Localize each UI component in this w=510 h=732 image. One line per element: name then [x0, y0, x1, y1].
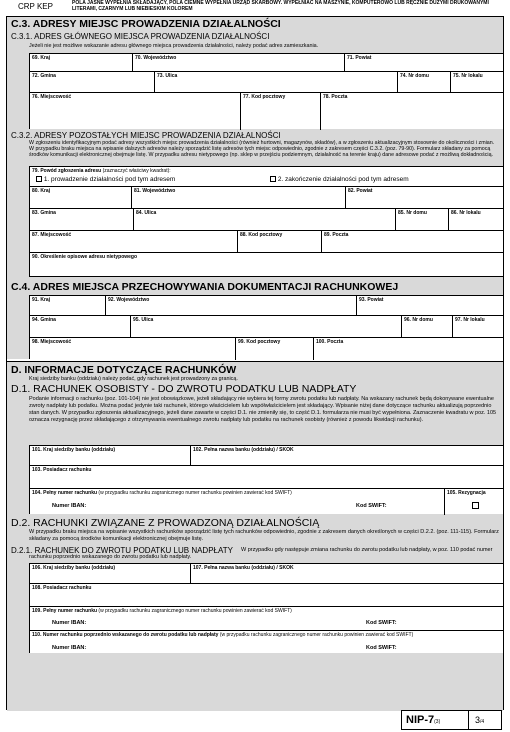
form-body: [6, 16, 504, 710]
section-c32-note: W zgłoszeniu identyfikacyjnym podać adresy wszystkich miejsc prowadzenia działalności (również hurtowni, magazynów, składów), a w zgłoszeniu aktualizacyjnym stosownie do okoliczności i zmian. W przypadku braku miejsca na wpisanie dalszych adresów należy sporządzić listę adresów tych miejsc odpowiednio, zgodnie z zakresem części C.3.2. (poz. 79-90). Formularz składany za pomocą środków komunikacji elektronicznej obejmuje listę. W przypadku adresu nietypowego (np. sklep w przejściu podziemnym, działalność na terenie kraju) dane adresowe podać z możliwą dokładnością.: [29, 140, 495, 159]
option-1[interactable]: [36, 176, 175, 183]
resignation-checkbox[interactable]: [472, 502, 479, 509]
section-c32-title: C.3.2. ADRESY POZOSTAŁYCH MIEJSC PROWADZENIA DZIAŁALNOŚCI: [11, 131, 281, 140]
field-86-apt-no[interactable]: 86. Nr lokalu: [448, 209, 503, 230]
page-number: 3: [475, 715, 481, 725]
field-109-hint: (w przypadku rachunku zagranicznego numer rachunku powinien zawierać kod SWIFT): [98, 608, 292, 614]
d21-fields: [29, 563, 503, 653]
field-100-post-office[interactable]: 100. Poczta: [313, 338, 503, 360]
field-81-voivodeship[interactable]: 81. Województwo: [131, 187, 345, 208]
field-102-bank-name[interactable]: 102. Pełna nazwa banku (oddziału) / SKOK: [190, 446, 503, 465]
page-number-box: [469, 710, 502, 730]
swift-label: Kod SWIFT:: [356, 503, 387, 509]
section-c31-title: C.3.1. ADRES GŁÓWNEGO MIEJSCA PROWADZENIA DZIAŁALNOŚCI: [11, 32, 270, 41]
field-97-apt-no[interactable]: 97. Nr lokalu: [452, 316, 503, 337]
page-total: /4: [480, 719, 485, 725]
field-105-resignation[interactable]: [444, 489, 503, 515]
field-87-city[interactable]: 87. Miejscowość: [32, 232, 72, 238]
field-85-house-no[interactable]: 85. Nr domu: [395, 209, 448, 230]
section-c31-note: Jeżeli nie jest możliwe wskazanie adresu głównego miejsca prowadzenia działalności, należy podać adres zamieszkania.: [29, 43, 319, 49]
field-103-account-holder[interactable]: 103. Posiadacz rachunku: [32, 467, 92, 473]
option-2[interactable]: [270, 176, 409, 183]
field-88-postal-code[interactable]: 88. Kod pocztowy: [237, 231, 321, 252]
field-89-post-office[interactable]: 89. Poczta: [321, 231, 503, 252]
iban-label: Numer IBAN:: [52, 503, 87, 509]
field-92-voivodeship[interactable]: 92. Województwo: [105, 296, 356, 315]
c4-fields: [29, 295, 503, 359]
field-110-previous-account[interactable]: [30, 631, 503, 654]
form-version: (3): [434, 719, 441, 725]
field-107-bank-name[interactable]: 107. Pełna nazwa banku (oddziału) / SKOK: [190, 564, 503, 583]
option-2-label: 2. zakończenie działalności pod tym adresem: [277, 176, 409, 183]
field-90-description[interactable]: 90. Określenie opisowe adresu nietypowego: [32, 254, 138, 260]
field-79-label: 79. Powód zgłoszenia adresu: [32, 168, 102, 174]
field-75-apt-no[interactable]: 75. Nr lokalu: [450, 72, 503, 92]
field-95-street[interactable]: 95. Ulica: [130, 316, 401, 337]
field-83-commune[interactable]: 83. Gmina: [32, 210, 56, 216]
field-70-voivodeship[interactable]: 70. Województwo: [132, 54, 344, 71]
filling-instructions: POLA JASNE WYPEŁNIA SKŁADAJĄCY, POLA CIEMNE WYPEŁNIA URZĄD SKARBOWY. WYPEŁNIAĆ NA MASZYNIE, KOMPUTEROWO LUB RĘCZNIE DUŻYMI DRUKOWANYMI LITERAMI, CZARNYM LUB NIEBIESKIM KOLOREM: [72, 0, 489, 12]
swift-label-2: Kod SWIFT:: [366, 620, 397, 626]
section-d1-note: Podanie informacji o rachunku (poz. 101-104) nie jest obowiązkowe, jeżeli składający nie wybiera tej formy zwrotu podatku lub nadpłaty. Na wskazany rachunek będą dokonywane ewentualne zwroty nadpłaty lub podatku. Można podać jedynie taki rachunek, którego właścicielem lub współwłaścicielem jest składający. Wpisanie niżej dane dotyczące rachunku aktualizują poprzednio stan danych. W przypadku zgłoszenia aktualizacyjnego, jeżeli dane zawarte w części D.1. nie zmieniły się, to część D.1. formularza nie musi być wypełniona. Zaznaczenie kwadratu w poz. 105 oznacza rezygnację przez składającego z otrzymywania ewentualnego zwrotu nadpłaty lub podatku na rachunek osobisty (również z powodu likwidacji rachunku).: [29, 396, 497, 423]
section-d: [7, 361, 503, 711]
field-110-label: 110. Numer rachunku poprzednio wskazanego do zwrotu podatku lub nadpłaty: [32, 632, 219, 638]
field-98-city[interactable]: 98. Miejscowość: [32, 339, 72, 345]
field-69-country[interactable]: 69. Kraj: [32, 55, 51, 61]
page-header: [6, 0, 504, 16]
field-91-country[interactable]: 91. Kraj: [32, 297, 51, 303]
field-80-country[interactable]: 80. Kraj: [32, 188, 51, 194]
field-94-commune[interactable]: 94. Gmina: [32, 317, 56, 323]
d1-fields: [29, 445, 503, 514]
field-74-house-no[interactable]: 74. Nr domu: [397, 72, 450, 92]
option-1-label: 1. prowadzenie działalności pod tym adresem: [43, 176, 176, 183]
section-d2-title: D.2. RACHUNKI ZWIĄZANE Z PROWADZONĄ DZIAŁALNOŚCIĄ: [11, 517, 320, 529]
iban-label-2: Numer IBAN:: [52, 620, 87, 626]
section-d1-title: D.1. RACHUNEK OSOBISTY - DO ZWROTU PODATKU LUB NADPŁATY: [11, 383, 357, 395]
iban-label-3: Numer IBAN:: [52, 645, 87, 651]
section-d2-note: W przypadku braku miejsca na wpisanie wszystkich rachunków sporządzić listę tych rachunków odpowiednio, zgodnie z zakresem danych określonych w części D.2.2. (poz. 111-115). Formularz składany za pomocą środków komunikacji elektronicznej obejmuje listę.: [29, 529, 499, 542]
swift-label-3: Kod SWIFT:: [366, 645, 397, 651]
field-109-account-number[interactable]: [30, 607, 503, 630]
field-82-county[interactable]: 82. Powiat: [345, 187, 503, 208]
field-79-reason: [30, 167, 503, 186]
field-109-label: 109. Pełny numer rachunku: [32, 608, 98, 614]
checkbox-1[interactable]: [36, 176, 42, 182]
field-84-street[interactable]: 84. Ulica: [133, 209, 395, 230]
field-78-post-office[interactable]: 78. Poczta: [320, 93, 503, 130]
field-108-account-holder[interactable]: 108. Posiadacz rachunku: [32, 585, 92, 591]
field-77-postal-code[interactable]: 77. Kod pocztowy: [240, 93, 320, 130]
field-73-street[interactable]: 73. Ulica: [154, 72, 397, 92]
section-d-title: D. INFORMACJE DOTYCZĄCE RACHUNKÓW: [11, 364, 237, 376]
field-104-hint: (w przypadku rachunku zagranicznego numer rachunku powinien zawierać kod SWIFT): [98, 490, 292, 496]
field-76-city[interactable]: 76. Miejscowość: [32, 94, 72, 100]
section-c4-title: C.4. ADRES MIEJSCA PRZECHOWYWANIA DOKUMENTACJI RACHUNKOWEJ: [11, 281, 399, 293]
field-101-bank-country[interactable]: 101. Kraj siedziby banku (oddziału): [32, 447, 116, 453]
c31-fields: [29, 53, 503, 129]
section-c3-title: C.3. ADRESY MIEJSC PROWADZENIA DZIAŁALNOŚCI: [11, 18, 281, 30]
field-96-house-no[interactable]: 96. Nr domu: [401, 316, 452, 337]
field-106-bank-country[interactable]: 106. Kraj siedziby banku (oddziału): [32, 565, 116, 571]
form-name: NIP-7: [406, 714, 435, 726]
form-code: CRP KEP: [18, 2, 53, 11]
form-name-box: [401, 710, 469, 730]
section-d-subtitle: Kraj siedziby banku (oddziału) należy podać, gdy rachunek jest prowadzony za granicą.: [29, 376, 238, 382]
field-72-commune[interactable]: 72. Gmina: [32, 73, 56, 79]
field-71-county[interactable]: 71. Powiat: [344, 54, 503, 71]
field-99-postal-code[interactable]: 99. Kod pocztowy: [235, 338, 313, 360]
field-105-label: 105. Rezygnacja: [447, 490, 486, 496]
field-93-county[interactable]: 93. Powiat: [356, 296, 503, 315]
section-c4: [7, 277, 503, 359]
field-104-label: 104. Pełny numer rachunku: [32, 490, 98, 496]
field-79-hint: (zaznaczyć właściwy kwadrat):: [102, 168, 171, 174]
section-d21-note: W przypadku gdy następuje zmiana rachunku do zwrotu podatku lub nadpłaty, w poz. 110 podać numer rachunku poprzednio wskazanego do zwrotu podatku lub nadpłaty.: [29, 547, 493, 560]
checkbox-2[interactable]: [270, 176, 276, 182]
section-d21-title: D.2.1. RACHUNEK DO ZWROTU PODATKU LUB NADPŁATY: [11, 546, 233, 555]
field-110-hint: (w przypadku rachunku zagranicznego numer rachunku powinien zawierać kod SWIFT): [219, 632, 414, 638]
field-104-account-number[interactable]: [30, 489, 444, 515]
page-footer: [6, 710, 504, 732]
